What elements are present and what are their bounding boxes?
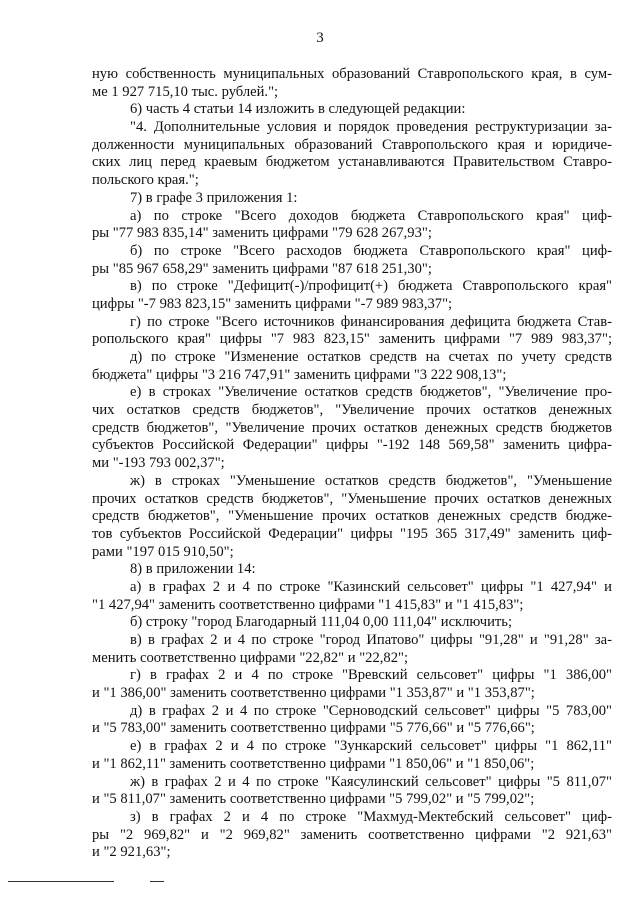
- text-line: ских лиц перед краевым бюджетом устанавливаются Правительством Ставро-: [92, 154, 612, 171]
- text-line: е) в строках "Увеличение остатков средств бюджетов", "Увеличение про-: [130, 384, 612, 401]
- text-line: е) в графах 2 и 4 по строке "Зункарский сельсовет" цифры "1 862,11": [130, 738, 612, 755]
- footer-dash: [150, 881, 164, 882]
- text-line: а) по строке "Всего доходов бюджета Ставропольского края" циф-: [130, 207, 612, 224]
- text-line: средств бюджетов", "Увеличение прочих остатков денежных средств бюджетов: [92, 419, 612, 436]
- text-line: и "2 921,63";: [92, 844, 171, 861]
- text-line: д) в графах 2 и 4 по строке "Серноводский сельсовет" цифры "5 783,00": [130, 702, 612, 719]
- text-line: ме 1 927 715,10 тыс. рублей.";: [92, 83, 279, 100]
- text-line: д) по строке "Изменение остатков средств на счетах по учету средств: [130, 349, 612, 365]
- text-line: 7) в графе 3 приложения 1:: [130, 189, 298, 206]
- text-line: бюджета" цифры "3 216 747,91" заменить цифрами "3 222 908,13";: [92, 366, 507, 383]
- text-line: рами "197 015 910,50";: [92, 543, 234, 560]
- text-line: менить соответственно цифрами "22,82" и "22,82";: [92, 649, 409, 666]
- text-line: б) строку "город Благодарный 111,04 0,00 111,04" исключить;: [130, 614, 513, 631]
- text-line: долженности муниципальных образований Ставропольского края и юридиче-: [92, 136, 612, 153]
- text-line: средств бюджетов", "Уменьшение прочих остатков денежных средств бюдже-: [92, 508, 612, 525]
- text-line: 8) в приложении 14:: [130, 561, 256, 578]
- text-line: ми "-193 793 002,37";: [92, 455, 225, 472]
- footer-rule: [8, 881, 114, 882]
- text-line: чих остатков средств бюджетов", "Увеличение прочих остатков денежных: [92, 402, 612, 419]
- text-line: ры "2 969,82" и "2 969,82" заменить соответственно цифрами "2 921,63": [92, 826, 612, 843]
- text-line: ж) в строках "Уменьшение остатков средств бюджетов", "Уменьшение: [130, 472, 612, 489]
- text-line: и "5 811,07" заменить соответственно цифрами "5 799,02" и "5 799,02";: [92, 791, 535, 808]
- text-line: ропольского края" цифры "7 983 823,15" заменить цифрами "7 989 983,37";: [92, 331, 612, 348]
- page-number: 3: [316, 30, 324, 46]
- text-line: б) по строке "Всего расходов бюджета Ставропольского края" циф-: [130, 242, 612, 259]
- text-line: ж) в графах 2 и 4 по строке "Каясулинский сельсовет" цифры "5 811,07": [130, 773, 612, 790]
- text-line: прочих остатков средств бюджетов", "Уменьшение прочих остатков денежных: [92, 490, 612, 507]
- text-line: з) в графах 2 и 4 по строке "Махмуд-Мектебский сельсовет" циф-: [130, 808, 612, 825]
- text-line: г) по строке "Всего источников финансирования дефицита бюджета Став-: [130, 313, 612, 330]
- text-line: цифры "-7 983 823,15" заменить цифрами "-7 989 983,37";: [92, 295, 453, 312]
- text-line: и "1 386,00" заменить соответственно цифрами "1 353,87" и "1 353,87";: [92, 685, 535, 702]
- text-line: а) в графах 2 и 4 по строке "Казинский сельсовет" цифры "1 427,94" и: [130, 578, 612, 595]
- text-line: "4. Дополнительные условия и порядок проведения реструктуризации за-: [130, 119, 612, 136]
- text-line: 6) часть 4 статьи 14 изложить в следующей редакции:: [130, 101, 466, 118]
- text-line: польского края.";: [92, 172, 199, 189]
- text-line: "1 427,94" заменить соответственно цифрами "1 415,83" и "1 415,83";: [92, 596, 524, 613]
- text-line: тов субъектов Российской Федерации" цифры "195 365 317,49" заменить циф-: [92, 525, 612, 542]
- text-line: ры "85 967 658,29" заменить цифрами "87 618 251,30";: [92, 260, 432, 277]
- text-line: в) в графах 2 и 4 по строке "город Ипатово" цифры "91,28" и "91,28" за-: [130, 632, 612, 648]
- text-line: в) по строке "Дефицит(-)/профицит(+) бюджета Ставропольского края": [130, 278, 612, 295]
- text-line: и "5 783,00" заменить соответственно цифрами "5 776,66" и "5 776,66";: [92, 720, 535, 737]
- document-body: [92, 66, 612, 862]
- text-line: г) в графах 2 и 4 по строке "Вревский сельсовет" цифры "1 386,00": [130, 667, 612, 684]
- text-line: и "1 862,11" заменить соответственно цифрами "1 850,06" и "1 850,06";: [92, 755, 535, 772]
- text-line: субъектов Российской Федерации" цифры "-192 148 569,58" заменить цифра-: [92, 437, 612, 454]
- text-line: ры "77 983 835,14" заменить цифрами "79 628 267,93";: [92, 225, 432, 242]
- text-line: ную собственность муниципальных образований Ставропольского края, в сум-: [92, 66, 612, 82]
